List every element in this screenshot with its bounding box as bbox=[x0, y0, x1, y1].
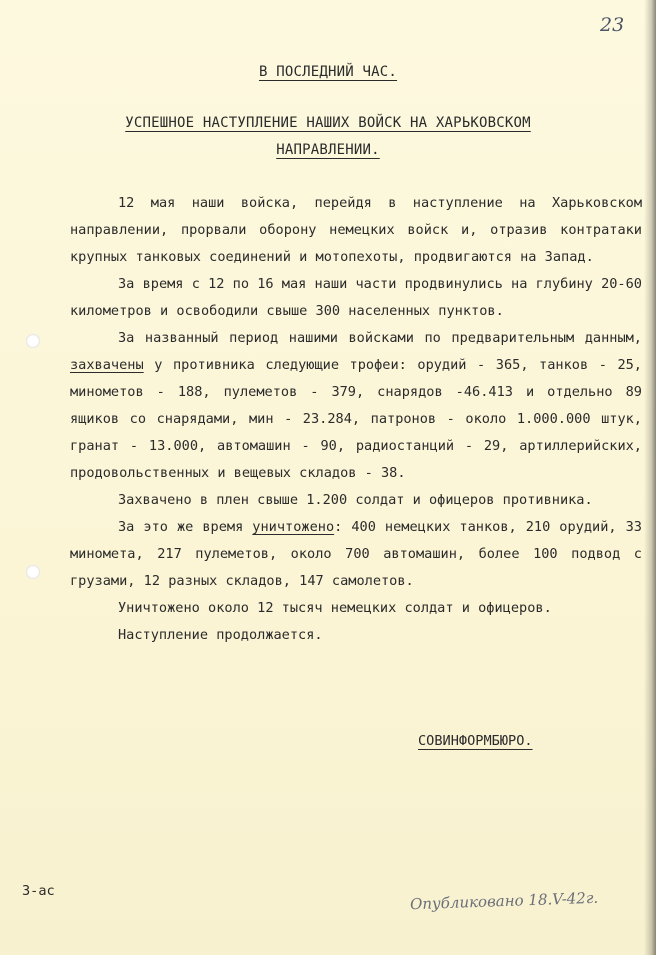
underlined-word-captured: захвачены bbox=[70, 357, 144, 373]
paragraph-2: За время с 12 по 16 мая наши части продвинулись на глубину 20-60 километров и освободили свыше 300 населенных пунктов. bbox=[70, 276, 642, 319]
signature: СОВИНФОРМБЮРО. bbox=[418, 733, 533, 749]
page-number: 23 bbox=[600, 14, 625, 36]
handwritten-publication-note: Опубликовано 18.V-42г. bbox=[409, 888, 599, 914]
paragraph-5-start: За это же время bbox=[118, 519, 253, 535]
paragraph-1: 12 мая наши войска, перейдя в наступление на Харьковском направлении, прорвали оборону немецких войск и, отразив контратаки крупных танковых соединений и мотопехоты, продвигаются на Запад. bbox=[70, 195, 642, 265]
subtitle bbox=[0, 110, 656, 164]
paragraph-5-rest: : 400 немецких танков, 210 орудий, 33 миномета, 217 пулеметов, около 700 автомашин, более 100 подвод с грузами, 12 разных складов, 147 самолетов. bbox=[70, 519, 642, 589]
punch-hole bbox=[26, 334, 40, 348]
paragraph-3-rest: у противника следующие трофеи: орудий - 365, танков - 25, минометов - 188, пулеметов - 379, снарядов -46.413 и отдельно 89 ящиков со снарядами, мин - 23.284, патронов - около 1.000.000 штук, гранат - 13.000, автомашин - 90, радиостанций - 29, артиллерийских, продовольственных и вещевых складов - 38. bbox=[70, 357, 642, 481]
heading-text: В ПОСЛЕДНИЙ ЧАС. bbox=[258, 64, 398, 80]
paragraph-5 bbox=[70, 514, 642, 595]
paragraph-7: Наступление продолжается. bbox=[118, 627, 323, 643]
body-text bbox=[70, 190, 642, 649]
subtitle-line-1: УСПЕШНОЕ НАСТУПЛЕНИЕ НАШИХ ВОЙСК НА ХАРЬКОВСКОМ bbox=[125, 115, 531, 131]
paragraph-6: Уничтожено около 12 тысяч немецких солдат и офицеров. bbox=[118, 600, 552, 616]
paragraph-3-start: За названный период нашими войсками по предварительным данным, bbox=[118, 330, 642, 346]
underlined-word-destroyed: уничтожено bbox=[252, 519, 335, 535]
document-code: 3-ас bbox=[22, 883, 55, 899]
paragraph-3 bbox=[70, 325, 642, 487]
paragraph-4: Захвачено в плен свыше 1.200 солдат и офицеров противника. bbox=[118, 492, 593, 508]
punch-hole bbox=[26, 565, 40, 579]
page-title bbox=[0, 64, 656, 80]
subtitle-line-2: НАПРАВЛЕНИИ. bbox=[276, 142, 380, 158]
